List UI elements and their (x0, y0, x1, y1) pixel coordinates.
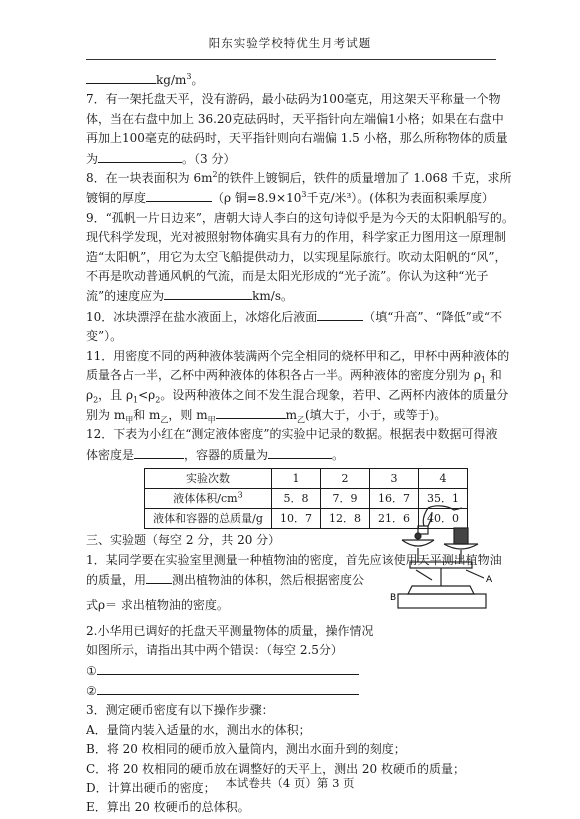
text: 的质量，用 (86, 572, 147, 587)
text: 10．冰块漂浮在盐水液面上，冰熔化后液面 (86, 309, 318, 324)
balance-illustration (388, 500, 502, 618)
unit-text: kg/m (156, 73, 187, 87)
question-9-line-5 (86, 286, 500, 306)
text: ② (86, 683, 97, 698)
answer-blank (146, 188, 212, 202)
text: 。（3 分） (182, 151, 236, 166)
text: 为 (86, 151, 99, 166)
table-header-row (145, 469, 468, 489)
text: 。设两种液体之间不发生混合现象，若甲、乙两杯内液体的质量分 (160, 387, 509, 402)
table-cell: 4 (419, 469, 468, 489)
answer-blank (216, 405, 286, 419)
exam-content (86, 70, 514, 818)
text: （填“升高”、“降低”或“不 (363, 309, 502, 324)
text: 8．在一块表面积为 6m (86, 171, 213, 186)
text: ，且 ρ (98, 387, 134, 402)
text: 和 (485, 368, 502, 383)
experiment-3-title: 3．测定硬币密度有以下操作步骤： (86, 703, 274, 718)
table-cell: 1 (272, 469, 321, 489)
text: （ρ 铜=8.9×10 (212, 191, 302, 206)
answer-blank (317, 307, 363, 321)
subscript: 乙 (160, 415, 169, 425)
text: 体密度是 (86, 447, 135, 462)
page-header: 阳东实验学校特优生月考试题 (208, 36, 372, 50)
question-11-line-2 (86, 366, 500, 385)
line-q6-end (86, 70, 500, 90)
experiment-3-step-a: A．量筒内装入适量的水，测出水的体积； (86, 722, 311, 737)
answer-blank (164, 286, 252, 300)
question-9-line-2: 现代科学发现，光对被照射物体确实具有力的作用，科学家正力图用这一原理制 (86, 230, 507, 245)
table-cell: 16．7 (370, 489, 419, 509)
experiment-2-line-2: 如图所示，请指出其中两个错误：（每空 2.5分） (86, 643, 343, 658)
question-11-line-4 (86, 405, 500, 425)
question-11-line-1: 11．用密度不同的两种液体装满两个完全相同的烧杯甲和乙，甲杯中两种液体的 (86, 348, 510, 363)
experiment-2-answer-1 (86, 661, 500, 681)
table-cell: 35．1 (419, 489, 468, 509)
question-12-line-1: 12．下表为小红在“测定液体密度”的实验中记录的数据。根据表中数据可得液 (86, 427, 498, 442)
text: 流”的速度应为 (86, 289, 165, 304)
experiment-3-step-c: C．将 20 枚相同的硬币放在调整好的天平上，测出 20 枚硬币的质量； (86, 761, 465, 776)
subscript: 1 (133, 394, 139, 404)
subscript: 2 (155, 394, 161, 404)
answer-blank (86, 70, 156, 84)
question-7-line-3: 再加上100毫克的砝码时，天平指针则向右端偏 1.5 小格，那么所称物体的质量 (86, 131, 508, 146)
table-cell (145, 489, 272, 509)
figure-label-a: A (486, 575, 493, 585)
text: ρ (86, 387, 94, 402)
answer-blank (98, 149, 182, 163)
subscript: 甲 (207, 415, 216, 425)
answer-blank (146, 570, 172, 584)
header-rule (86, 59, 496, 60)
answer-blank (97, 681, 359, 695)
text: 和 m (133, 407, 161, 422)
question-7-line-4 (86, 149, 500, 169)
table-cell: 液体和容器的总质量/g (145, 509, 272, 529)
superscript: 3 (186, 72, 192, 81)
text: 质量各占一半，乙杯中两种液体的体积各占一半。两种液体的密度分别为 ρ (86, 368, 481, 383)
experiment-3-step-e: E．算出 20 枚硬币的总体积。 (86, 800, 250, 815)
table-cell: 40．0 (419, 509, 468, 529)
text: m (285, 407, 297, 422)
figure-label-b: B (390, 593, 397, 603)
superscript: 2 (212, 170, 218, 180)
table-cell: 3 (370, 469, 419, 489)
page-footer: 本试卷共（4 页）第 3 页 (225, 776, 355, 790)
question-8-line-2 (86, 188, 500, 208)
question-11-line-3 (86, 386, 509, 405)
text: ，容器的质量为 (184, 447, 269, 462)
text: 的铁件上镀铜后，铁件的质量增加了 1.068 千克，求所 (217, 171, 512, 186)
experiment-1-line-3: 式ρ＝ 求出植物油的密度。 (86, 598, 229, 613)
subscript: 乙 (297, 415, 305, 425)
superscript: 3 (237, 490, 243, 500)
table-cell: 12．8 (321, 509, 370, 529)
text: 镀铜的厚度 (86, 191, 147, 206)
text: ，则 m (168, 407, 208, 422)
experiment-1-line-1: 1．某同学要在实验室里测量一种植物油的密度，首先应该使用天平测出植物油 (86, 552, 502, 567)
question-7-line-2: 体，当在右盘中加上 36.20克砝码时，天平指针向左端偏1小格；如果在右盘中 (86, 111, 504, 126)
experiment-3-step-b: B．将 20 枚相同的硬币放入量筒内，测出水面升到的刻度； (86, 742, 406, 757)
experiment-2-line-1: 2.小华用已调好的托盘天平测量物体的质量，操作情况 (86, 623, 374, 638)
text: 别为 m (86, 407, 126, 422)
answer-blank (268, 445, 332, 459)
section-3-title: 三、实验题（每空 2 分，共 20 分） (86, 533, 281, 548)
row-label: 液体体积/cm (173, 492, 238, 506)
text: <ρ (138, 387, 156, 402)
table-cell: 7．9 (321, 489, 370, 509)
table-cell: 10．7 (272, 509, 321, 529)
superscript: 3 (301, 190, 307, 200)
experiment-2-answer-2 (86, 681, 500, 701)
text: 千克/米³）。(体积为表面积乘厚度） (306, 191, 494, 206)
table-cell: 5．8 (272, 489, 321, 509)
question-10-line-2: 变”）。 (86, 329, 123, 344)
text: 测出植物油的体积，然后根据密度公 (172, 572, 365, 587)
question-9-line-3: 造“太阳帆”，用它为太空飞船提供动力，以实现星际旅行。吹动太阳帆的“风”， (86, 249, 507, 264)
answer-blank (134, 445, 184, 459)
question-9-line-4: 不再是吹动普通风帆的气流，而是太阳光形成的“光子流”。你认为这种“光子 (86, 269, 489, 284)
question-12-line-2 (86, 445, 500, 465)
experiment-3-step-d: D．计算出硬币的密度； (86, 781, 216, 795)
question-7-line-1: 7．有一架托盘天平，没有游码，最小砝码为100毫克，用这架天平称量一个物 (86, 92, 501, 107)
answer-blank (97, 661, 359, 675)
subscript: 甲 (125, 415, 134, 425)
text: km/s。 (252, 289, 293, 304)
question-10-line-1 (86, 307, 500, 327)
subscript: 2 (93, 394, 99, 404)
subscript: 1 (480, 375, 486, 385)
table-cell: 21．6 (370, 509, 419, 529)
table-cell: 实验次数 (145, 469, 272, 489)
text: ① (86, 663, 97, 678)
question-8-line-1 (86, 169, 512, 188)
table-cell: 2 (321, 469, 370, 489)
punct: 。 (191, 73, 204, 87)
question-9-line-1: 9．“孤帆一片日边来”，唐朝大诗人李白的这句诗似乎是为今天的太阳帆船写的。 (86, 210, 514, 225)
text: 。 (332, 447, 345, 462)
text: (填大于，小于，或等于)。 (305, 407, 447, 422)
